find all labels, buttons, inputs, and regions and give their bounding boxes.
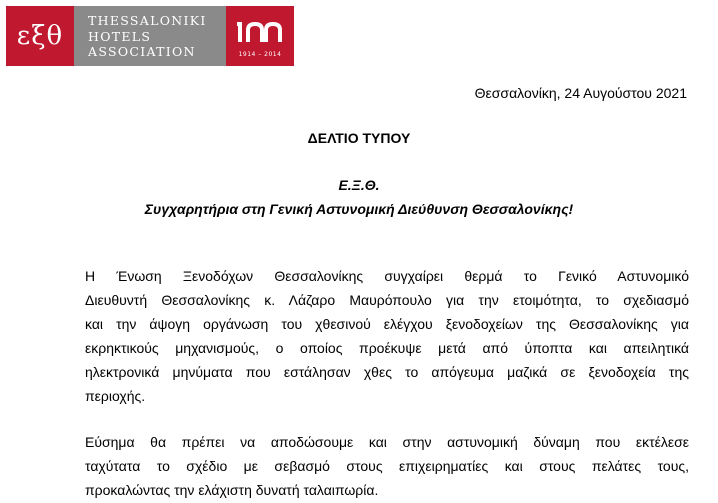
paragraph-2 [85,430,689,502]
monogram-block [6,6,74,66]
monogram-text: εξθ [16,21,64,51]
paragraph-1-line: Διευθυντή Θεσσαλονίκης κ. Λάζαρο Μαυρόπουλο για την ετοιμότητα, το σχεδιασμό [85,292,689,308]
paragraph-2-line: προκαλώντας την ελάχιστη δυνατή ταλαιπωρία. [85,482,379,498]
document-heading: ΔΕΛΤΙΟ ΤΥΠΟΥ [307,130,411,146]
paragraph-2-line: ταχύτατα το σχέδιο με σεβασμό στους επιχειρηματίες και στους πελάτες τους, [85,458,689,474]
document-headline: Συγχαρητήρια στη Γενική Αστυνομική Διεύθυνση Θεσσαλονίκης! [144,201,574,217]
document-subheading: Ε.Ξ.Θ. [338,177,380,193]
document-date: Θεσσαλονίκη, 24 Αυγούστου 2021 [474,85,687,101]
paragraph-1-line: και την άψογη οργάνωση του χθεσινού ελέγχου ξενοδοχείων της Θεσσαλονίκης για [85,316,689,332]
association-name-block [74,6,226,66]
association-name-line-3: ASSOCIATION [88,44,196,59]
association-name-line-1: THESSALONIKI [88,13,207,28]
paragraph-1-line: περιοχής. [85,388,146,404]
centenary-100-icon [234,16,286,46]
paragraph-2-line: Εύσημα θα πρέπει να αποδώσουμε και στην αστυνομική δύναμη που εκτέλεσε [85,434,689,450]
paragraph-1-line: Η Ένωση Ξενοδόχων Θεσσαλονίκης συγχαίρει θερμά το Γενικό Αστυνομικό [85,268,689,284]
association-logo [6,6,294,66]
association-name-line-2: HOTELS [88,28,152,44]
anniversary-years: 1914 – 2014 [238,51,282,58]
paragraph-1-line: ηλεκτρονικά μηνύματα που εστάλησαν χθες το απόγευμα μαζικά σε ξενοδοχεία της [85,364,689,380]
paragraph-1 [85,264,689,408]
paragraph-1-line: εκρηκτικούς μηχανισμούς, ο οποίος προέκυψε μετά από ύποπτα και απειλητικά [85,340,689,356]
anniversary-emblem [226,6,294,66]
